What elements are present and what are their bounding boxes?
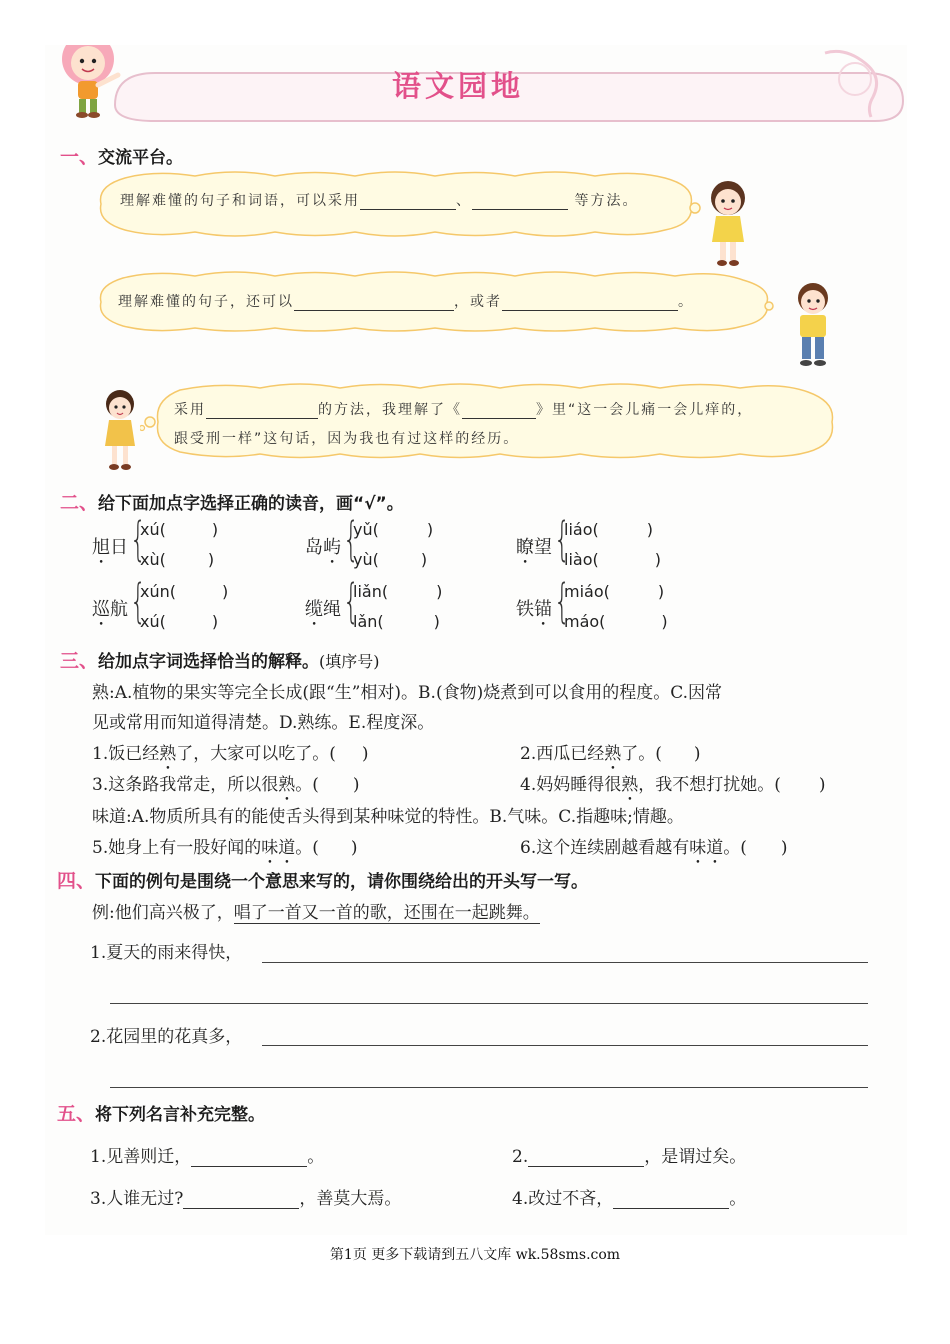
section-4-heading: 四、下面的例句是围绕一个意思来写的，请你围绕给出的开头写一写。 — [57, 870, 589, 892]
blank-method-5[interactable] — [206, 400, 318, 419]
question-3-4: 4.妈妈睡得很熟，我不想打扰她。( ) — [520, 775, 826, 795]
pinyin-option[interactable]: xún( ) — [140, 582, 229, 601]
page-footer: 第1页 更多下载请到五八文库 wk.58sms.com — [329, 1247, 621, 1263]
question-5-2: 2. ，是谓过矣。 — [512, 1147, 747, 1167]
brace-icon: { — [554, 574, 571, 628]
question-3-5: 5.她身上有一股好闻的味道。( ) — [92, 838, 358, 858]
cloud-3-line-1: 采用 的方法，我理解了《 》里“这一会儿痛一会儿痒的， — [174, 402, 754, 418]
pinyin-option[interactable]: máo( ) — [564, 612, 668, 631]
answer-line-4-1b[interactable] — [110, 1003, 868, 1004]
blank-5-2[interactable] — [528, 1148, 644, 1167]
shu-definition-line-2: 见或常用而知道得清楚。D.熟练。E.程度深。 — [92, 713, 435, 733]
pinyin-option[interactable]: liǎn( ) — [353, 582, 443, 601]
pinyin-option[interactable]: lǎn( ) — [353, 612, 440, 631]
blank-5-1[interactable] — [191, 1148, 307, 1167]
blank-method-4[interactable] — [502, 292, 678, 311]
cloud-1-text: 理解难懂的句子和词语，可以采用 、 等方法。 — [120, 193, 639, 209]
question-4-2: 2.花园里的花真多， — [90, 1027, 243, 1047]
answer-line-4-1a[interactable] — [262, 962, 868, 963]
speech-cloud-3 — [140, 382, 840, 462]
question-3-6: 6.这个连续剧越看越有味道。( ) — [520, 838, 788, 858]
shu-definition-line-1: 熟:A.植物的果实等完全长成(跟“生”相对)。B.(食物)烧煮到可以食用的程度。C.因常 — [92, 683, 723, 703]
brace-icon: { — [554, 512, 571, 566]
brace-icon: { — [343, 512, 360, 566]
section-1-heading: 一、交流平台。 — [60, 146, 184, 168]
pinyin-option[interactable]: liáo( ) — [564, 520, 653, 539]
target-word: 瞭望 — [516, 537, 552, 558]
blank-method-2[interactable] — [472, 191, 568, 210]
pinyin-option[interactable]: miáo( ) — [564, 582, 665, 601]
target-word: 旭日 — [92, 537, 128, 558]
brace-icon: { — [343, 574, 360, 628]
weidao-definition: 味道:A.物质所具有的能使舌头得到某种味觉的特性。B.气味。C.指趣味;情趣。 — [92, 807, 684, 827]
question-4-1: 1.夏天的雨来得快， — [90, 943, 243, 963]
pinyin-option[interactable]: yǔ( ) — [353, 520, 434, 539]
section-3-heading: 三、给加点字词选择恰当的解释。(填序号) — [60, 650, 380, 672]
target-word: 铁锚 — [516, 599, 552, 620]
blank-5-3[interactable] — [183, 1190, 299, 1209]
pinyin-option[interactable]: xú( ) — [140, 520, 219, 539]
pinyin-option[interactable]: yù( ) — [353, 550, 428, 569]
example-sentence: 例:他们高兴极了，唱了一首又一首的歌，还围在一起跳舞。 — [92, 903, 540, 923]
blank-text-title[interactable] — [462, 400, 536, 419]
girl-character-2-icon — [95, 388, 145, 474]
section-5-heading: 五、将下列名言补充完整。 — [57, 1103, 266, 1125]
cloud-3-line-2: 跟受刑一样”这句话，因为我也有过这样的经历。 — [174, 431, 520, 447]
blank-method-1[interactable] — [360, 191, 456, 210]
answer-line-4-2b[interactable] — [110, 1087, 868, 1088]
page-title: 语文园地 — [392, 69, 525, 103]
question-3-3: 3.这条路我常走，所以很熟。( ) — [92, 775, 360, 795]
question-5-1: 1.见善则迁， 。 — [90, 1147, 325, 1167]
section-2-heading: 二、给下面加点字选择正确的读音，画“√”。 — [60, 492, 404, 514]
mascot-girl-icon — [48, 45, 138, 120]
pinyin-option[interactable]: liào( ) — [564, 550, 661, 569]
question-3-2: 2.西瓜已经熟了。( ) — [520, 744, 701, 764]
target-word: 缆绳 — [305, 599, 341, 620]
brace-icon: { — [130, 574, 147, 628]
pinyin-option[interactable]: xú( ) — [140, 612, 219, 631]
question-5-4: 4.改过不吝， 。 — [512, 1189, 747, 1209]
pinyin-option[interactable]: xù( ) — [140, 550, 215, 569]
target-word: 巡航 — [92, 599, 128, 620]
boy-character-icon — [785, 280, 841, 372]
girl-character-icon — [700, 178, 760, 270]
brace-icon: { — [130, 512, 147, 566]
cloud-2-text: 理解难懂的句子，还可以 ，或者 。 — [118, 294, 694, 310]
answer-line-4-2a[interactable] — [262, 1045, 868, 1046]
blank-method-3[interactable] — [294, 292, 454, 311]
blank-5-4[interactable] — [613, 1190, 729, 1209]
question-5-3: 3.人谁无过? ，善莫大焉。 — [90, 1189, 402, 1209]
target-word: 岛屿 — [305, 537, 341, 558]
question-3-1: 1.饭已经熟了，大家可以吃了。( ) — [92, 744, 369, 764]
